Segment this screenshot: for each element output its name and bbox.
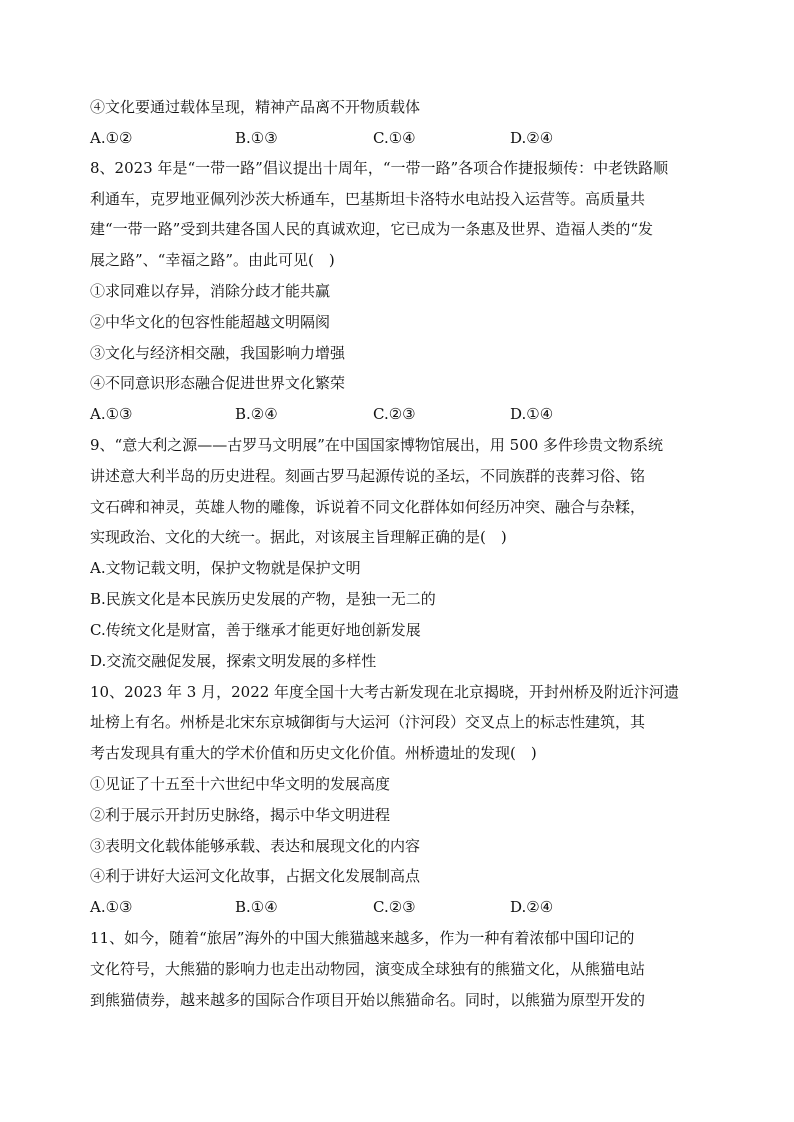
- q8-item-3: ③文化与经济相交融，我国影响力增强: [90, 344, 346, 362]
- q8-options: [90, 404, 702, 424]
- q8-option-a: A.①③: [90, 405, 133, 423]
- q10-option-d: D.②④: [510, 898, 554, 916]
- q8-item-1: ①求同难以存异，消除分歧才能共赢: [90, 282, 331, 300]
- q8-option-b: B.②④: [235, 405, 278, 423]
- q8-stem-line: 展之路”、“幸福之路”。由此可见( ): [90, 251, 335, 269]
- q8-item-2: ②中华文化的包容性能超越文明隔阂: [90, 313, 331, 331]
- q7-options: [90, 128, 702, 148]
- q10-option-a: A.①③: [90, 898, 133, 916]
- q9-stem-line: 文石碑和神灵，英雄人物的雕像，诉说着不同文化群体如何经历冲突、融合与杂糅，: [90, 498, 646, 516]
- q10-options: [90, 897, 702, 917]
- q9-stem-line: 9、“意大利之源——古罗马文明展”在中国国家博物馆展出，用 500 多件珍贵文物系统: [90, 436, 664, 454]
- q8-stem-line: 建“一带一路”受到共建各国人民的真诚欢迎，它已成为一条惠及世界、造福人类的“发: [90, 220, 654, 238]
- q8-stem-line: 8、2023 年是“一带一路”倡议提出十周年，“一带一路”各项合作捷报频传：中老铁路顺: [90, 159, 669, 177]
- q10-item-1: ①见证了十五至十六世纪中华文明的发展高度: [90, 775, 391, 793]
- q9-stem-line: 实现政治、文化的大统一。据此，对该展主旨理解正确的是( ): [90, 528, 507, 546]
- q10-stem-line: 址榜上有名。州桥是北宋东京城御街与大运河（汴河段）交叉点上的标志性建筑，其: [90, 713, 646, 731]
- q7-option-b: B.①③: [235, 129, 278, 147]
- q11-stem-line: 文化符号，大熊猫的影响力也走出动物园，演变成全球独有的熊猫文化，从熊猫电站: [90, 960, 646, 978]
- q10-item-2: ②利于展示开封历史脉络，揭示中华文明进程: [90, 806, 391, 824]
- q8-option-d: D.①④: [510, 405, 554, 423]
- q7-item-4: ④文化要通过载体呈现，精神产品离不开物质载体: [90, 98, 421, 116]
- q7-option-c: C.①④: [373, 129, 416, 147]
- q9-choice-b: B.民族文化是本民族历史发展的产物，是独一无二的: [90, 590, 436, 608]
- q10-item-4: ④利于讲好大运河文化故事，占据文化发展制高点: [90, 867, 421, 885]
- q10-option-b: B.①④: [235, 898, 278, 916]
- q10-stem-line: 10、2023 年 3 月，2022 年度全国十大考古新发现在北京揭晓，开封州桥及附近汴河遗: [90, 683, 680, 701]
- q7-option-d: D.②④: [510, 129, 554, 147]
- q10-option-c: C.②③: [373, 898, 416, 916]
- q8-option-c: C.②③: [373, 405, 416, 423]
- q9-choice-a: A.文物记载文明，保护文物就是保护文明: [90, 559, 361, 577]
- q11-stem-line: 11、如今，随着“旅居”海外的中国大熊猫越来越多，作为一种有着浓郁中国印记的: [90, 929, 635, 947]
- q11-stem-line: 到熊猫债券，越来越多的国际合作项目开始以熊猫命名。同时，以熊猫为原型开发的: [90, 991, 646, 1009]
- q8-item-4: ④不同意识形态融合促进世界文化繁荣: [90, 374, 346, 392]
- q9-choice-c: C.传统文化是财富，善于继承才能更好地创新发展: [90, 621, 421, 639]
- q7-option-a: A.①②: [90, 129, 133, 147]
- q10-item-3: ③表明文化载体能够承载、表达和展现文化的内容: [90, 837, 421, 855]
- q8-stem-line: 利通车，克罗地亚佩列沙茨大桥通车，巴基斯坦卡洛特水电站投入运营等。高质量共: [90, 190, 646, 208]
- q10-stem-line: 考古发现具有重大的学术价值和历史文化价值。州桥遗址的发现( ): [90, 744, 537, 762]
- q9-choice-d: D.交流交融促发展，探索文明发展的多样性: [90, 652, 377, 670]
- q9-stem-line: 讲述意大利半岛的历史进程。刻画古罗马起源传说的圣坛，不同族群的丧葬习俗、铭: [90, 467, 646, 485]
